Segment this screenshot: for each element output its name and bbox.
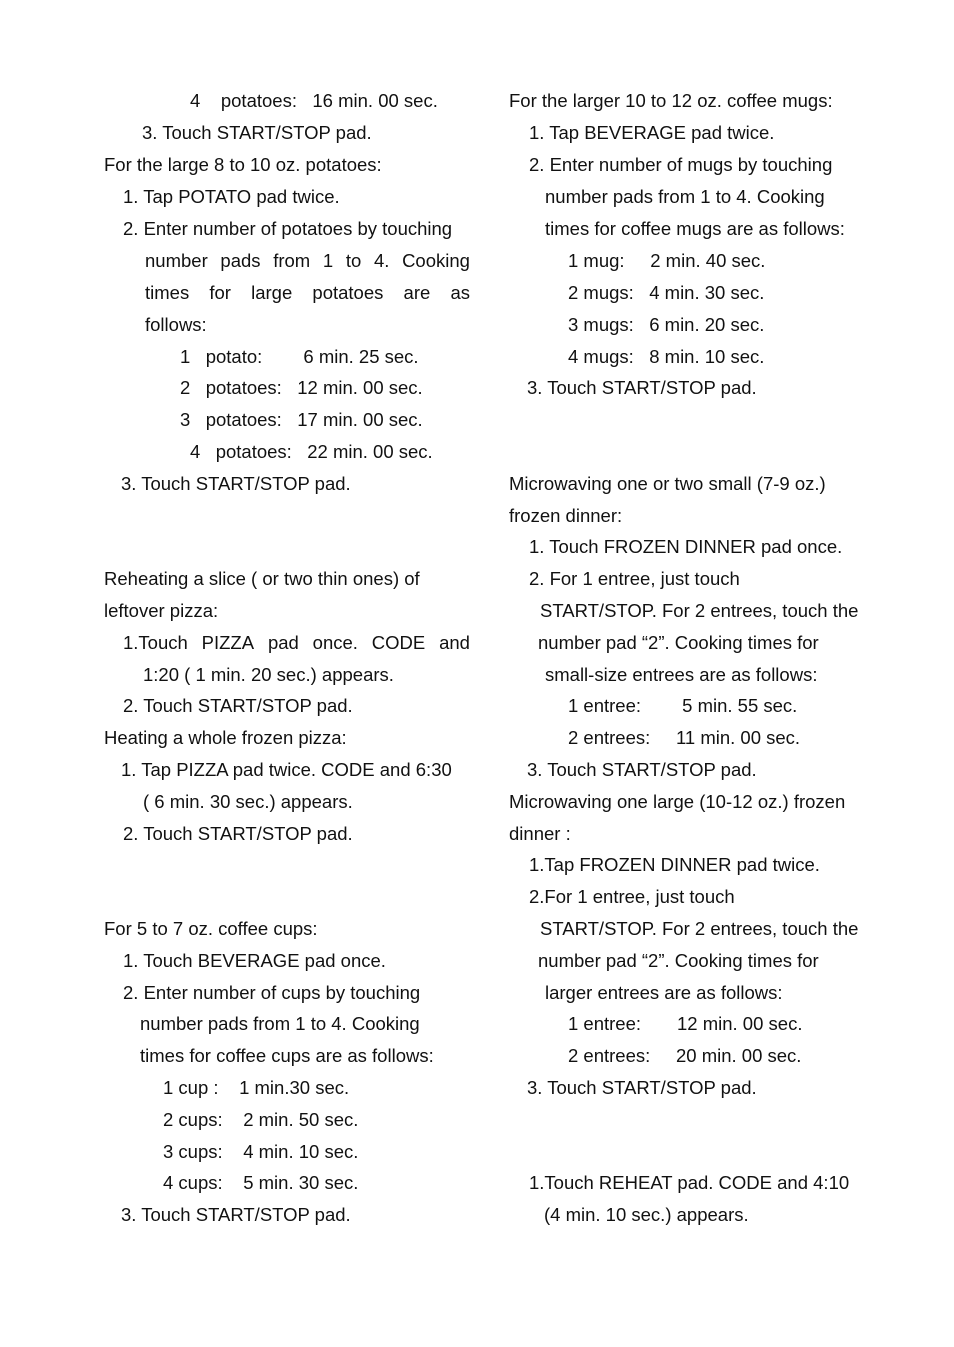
large-dinner-step-2-line-4: larger entrees are as follows: xyxy=(545,982,783,1003)
word: from xyxy=(273,250,311,271)
coffee-cups-step-1: 1. Touch BEVERAGE pad once. xyxy=(123,950,386,971)
coffee-mugs-step-2-line-1: 2. Enter number of mugs by touching xyxy=(529,154,833,175)
small-potato-step-3: 3. Touch START/STOP pad. xyxy=(142,122,372,143)
large-potato-heading: For the large 8 to 10 oz. potatoes: xyxy=(104,154,382,175)
reheat-step-1-line-2: (4 min. 10 sec.) appears. xyxy=(544,1204,749,1225)
small-dinner-step-2-line-1: 2. For 1 entree, just touch xyxy=(529,568,740,589)
large-potato-time-4: 4 potatoes: 22 min. 00 sec. xyxy=(190,441,433,462)
word: 1.Touch xyxy=(123,632,188,653)
small-dinner-step-2-line-4: small-size entrees are as follows: xyxy=(545,664,818,685)
coffee-mugs-step-2-line-2: number pads from 1 to 4. Cooking xyxy=(545,186,825,207)
pizza-slice-step-2: 2. Touch START/STOP pad. xyxy=(123,695,353,716)
small-dinner-step-2-line-2: START/STOP. For 2 entrees, touch the xyxy=(540,600,859,621)
large-dinner-time-2: 2 entrees: 20 min. 00 sec. xyxy=(568,1045,802,1066)
coffee-cups-step-2-line-1: 2. Enter number of cups by touching xyxy=(123,982,421,1003)
pizza-slice-step-1-line-1 xyxy=(123,632,470,654)
coffee-mugs-step-1: 1. Tap BEVERAGE pad twice. xyxy=(529,122,775,143)
large-potato-step-2-line-2 xyxy=(145,250,470,272)
large-dinner-time-1: 1 entree: 12 min. 00 sec. xyxy=(568,1013,803,1034)
pizza-slice-heading-line-2: leftover pizza: xyxy=(104,600,219,621)
word: potatoes xyxy=(312,282,384,303)
word: once. xyxy=(312,632,358,653)
frozen-pizza-step-2: 2. Touch START/STOP pad. xyxy=(123,823,353,844)
pizza-slice-heading-line-1: Reheating a slice ( or two thin ones) of xyxy=(104,568,420,589)
large-potato-time-2: 2 potatoes: 12 min. 00 sec. xyxy=(180,377,423,398)
coffee-cups-time-4: 4 cups: 5 min. 30 sec. xyxy=(163,1172,359,1193)
coffee-mugs-step-2-line-3: times for coffee mugs are as follows: xyxy=(545,218,845,239)
large-dinner-step-3: 3. Touch START/STOP pad. xyxy=(527,1077,757,1098)
coffee-mugs-time-1: 1 mug: 2 min. 40 sec. xyxy=(568,250,766,271)
large-potato-time-3: 3 potatoes: 17 min. 00 sec. xyxy=(180,409,423,430)
small-dinner-step-1: 1. Touch FROZEN DINNER pad once. xyxy=(529,536,843,557)
frozen-pizza-step-1-line-2: ( 6 min. 30 sec.) appears. xyxy=(143,791,353,812)
coffee-cups-step-2-line-2: number pads from 1 to 4. Cooking xyxy=(140,1013,420,1034)
large-potato-time-1: 1 potato: 6 min. 25 sec. xyxy=(180,346,419,367)
word: pads xyxy=(220,250,261,271)
small-dinner-heading-line-2: frozen dinner: xyxy=(509,505,623,526)
coffee-mugs-heading: For the larger 10 to 12 oz. coffee mugs: xyxy=(509,90,833,111)
word: PIZZA xyxy=(201,632,255,653)
large-dinner-step-2-line-3: number pad “2”. Cooking times for xyxy=(538,950,819,971)
large-dinner-step-2-line-1: 2.For 1 entree, just touch xyxy=(529,886,735,907)
word: CODE xyxy=(371,632,426,653)
frozen-pizza-step-1-line-1: 1. Tap PIZZA pad twice. CODE and 6:30 xyxy=(121,759,452,780)
coffee-cups-heading: For 5 to 7 oz. coffee cups: xyxy=(104,918,318,939)
large-potato-step-2-line-4: follows: xyxy=(145,314,207,335)
large-dinner-step-2-line-2: START/STOP. For 2 entrees, touch the xyxy=(540,918,859,939)
word: to xyxy=(345,250,362,271)
coffee-cups-time-1: 1 cup : 1 min.30 sec. xyxy=(163,1077,350,1098)
reheat-step-1-line-1: 1.Touch REHEAT pad. CODE and 4:10 xyxy=(529,1172,850,1193)
word: number xyxy=(145,250,208,271)
coffee-cups-step-3: 3. Touch START/STOP pad. xyxy=(121,1204,351,1225)
small-dinner-step-2-line-3: number pad “2”. Cooking times for xyxy=(538,632,819,653)
large-potato-step-2-line-3 xyxy=(145,282,470,304)
coffee-cups-step-2-line-3: times for coffee cups are as follows: xyxy=(140,1045,434,1066)
word: 1 xyxy=(322,250,334,271)
word: as xyxy=(450,282,470,303)
large-dinner-heading-line-1: Microwaving one large (10-12 oz.) frozen xyxy=(509,791,846,812)
word: 4. xyxy=(373,250,390,271)
word: and xyxy=(439,632,470,653)
small-dinner-time-2: 2 entrees: 11 min. 00 sec. xyxy=(568,727,801,748)
large-potato-step-1: 1. Tap POTATO pad twice. xyxy=(123,186,340,207)
word: for xyxy=(209,282,231,303)
word: large xyxy=(251,282,293,303)
coffee-mugs-time-3: 3 mugs: 6 min. 20 sec. xyxy=(568,314,765,335)
word: are xyxy=(403,282,431,303)
frozen-pizza-heading: Heating a whole frozen pizza: xyxy=(104,727,347,748)
word: pad xyxy=(267,632,299,653)
large-dinner-step-1: 1.Tap FROZEN DINNER pad twice. xyxy=(529,854,820,875)
large-potato-step-3: 3. Touch START/STOP pad. xyxy=(121,473,351,494)
word: times xyxy=(145,282,190,303)
coffee-mugs-step-3: 3. Touch START/STOP pad. xyxy=(527,377,757,398)
coffee-mugs-time-4: 4 mugs: 8 min. 10 sec. xyxy=(568,346,765,367)
large-potato-step-2-line-1: 2. Enter number of potatoes by touching xyxy=(123,218,453,239)
word: Cooking xyxy=(402,250,470,271)
potato-time-4-small: 4 potatoes: 16 min. 00 sec. xyxy=(190,90,438,111)
coffee-mugs-time-2: 2 mugs: 4 min. 30 sec. xyxy=(568,282,765,303)
small-dinner-time-1: 1 entree: 5 min. 55 sec. xyxy=(568,695,798,716)
small-dinner-step-3: 3. Touch START/STOP pad. xyxy=(527,759,757,780)
large-dinner-heading-line-2: dinner : xyxy=(509,823,571,844)
pizza-slice-step-1-line-2: 1:20 ( 1 min. 20 sec.) appears. xyxy=(143,664,394,685)
coffee-cups-time-3: 3 cups: 4 min. 10 sec. xyxy=(163,1141,359,1162)
coffee-cups-time-2: 2 cups: 2 min. 50 sec. xyxy=(163,1109,359,1130)
small-dinner-heading-line-1: Microwaving one or two small (7-9 oz.) xyxy=(509,473,826,494)
